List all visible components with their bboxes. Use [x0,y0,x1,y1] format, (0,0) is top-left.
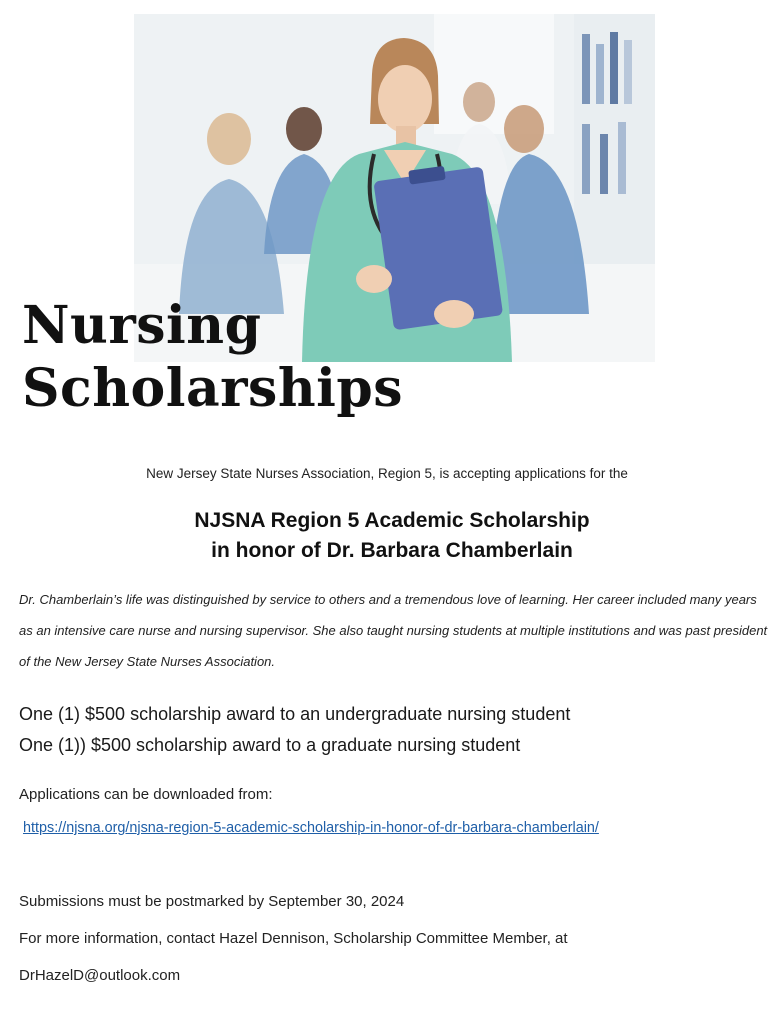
award-item-undergraduate: One (1) $500 scholarship award to an undergraduate nursing student [19,704,571,724]
page-title [22,294,403,421]
applications-label: Applications can be downloaded from: [19,786,273,803]
intro-text: New Jersey State Nurses Association, Region 5, is accepting applications for the [146,466,628,481]
footer-info [19,883,568,994]
title-line-2: Scholarships [22,358,404,420]
application-link[interactable]: https://njsna.org/njsna-region-5-academic-scholarship-in-honor-of-dr-barbara-chamberlain/ [23,820,599,836]
scholarship-title [0,506,774,566]
bio-paragraph: Dr. Chamberlain’s life was distinguished by service to others and a tremendous love of learning. Her career included many years as an intensive care nurse and nursing supervisor. She also taught nursing students at multiple institutions and was past president of the New Jersey State Nurses Association. [19,592,768,669]
award-item-graduate: One (1)) $500 scholarship award to a graduate nursing student [19,735,521,755]
contact-text: For more information, contact Hazel Dennison, Scholarship Committee Member, at [19,930,568,947]
scholarship-title-line-1: NJSNA Region 5 Academic Scholarship [194,509,590,532]
awards-list [19,699,570,761]
title-line-1: Nursing [22,295,262,356]
contact-email: DrHazelD@outlook.com [19,967,181,984]
deadline-text: Submissions must be postmarked by September 30, 2024 [19,893,405,910]
scholarship-title-line-2: in honor of Dr. Barbara Chamberlain [211,539,573,563]
